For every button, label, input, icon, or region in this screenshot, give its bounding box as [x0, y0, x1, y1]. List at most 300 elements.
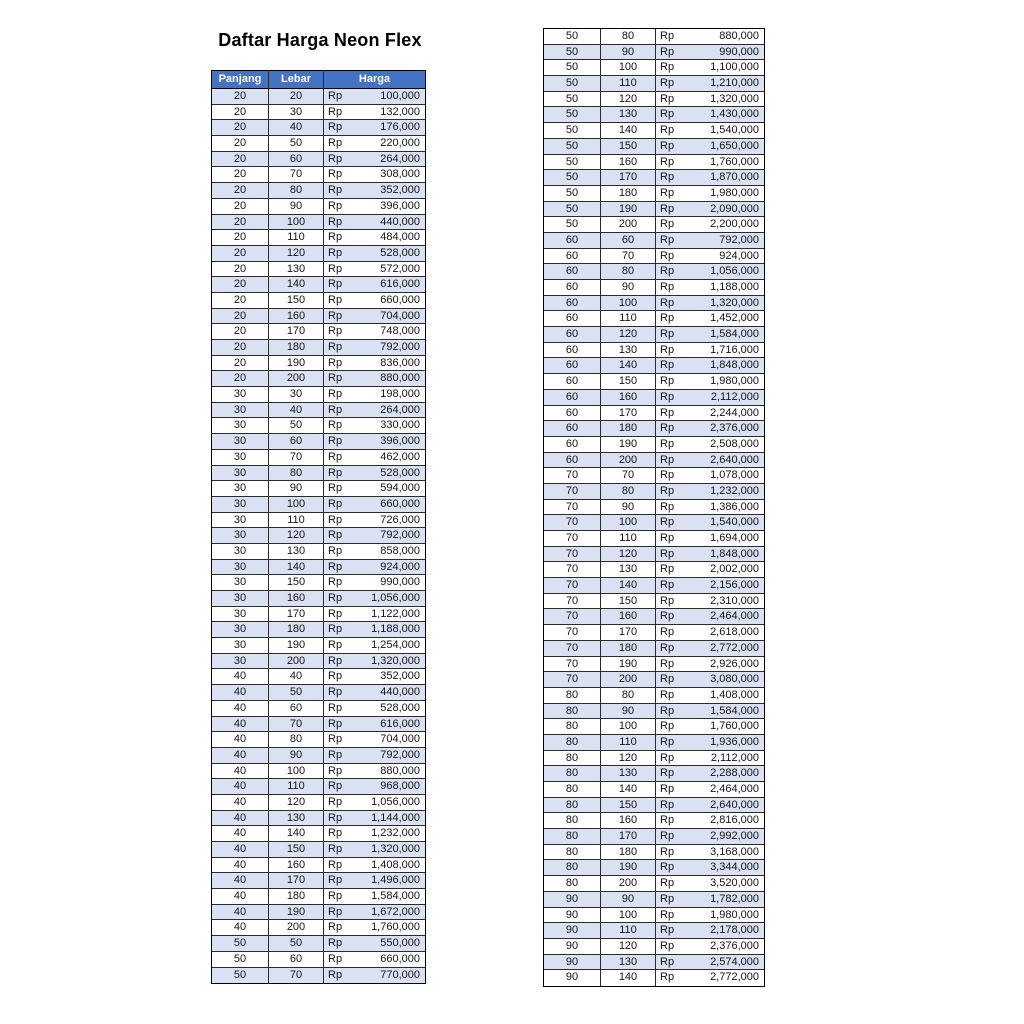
amount: 1,188,000 — [710, 281, 759, 293]
table-row — [212, 826, 425, 842]
currency-label: Rp — [328, 419, 343, 432]
currency-label: Rp — [660, 406, 675, 419]
table-row — [544, 641, 764, 657]
amount: 616,000 — [380, 278, 420, 291]
table-row — [212, 622, 425, 638]
cell-harga — [324, 873, 425, 888]
currency-label: Rp — [660, 108, 675, 121]
amount: 550,000 — [380, 937, 420, 950]
table-row — [212, 199, 425, 215]
cell-panjang: 90 — [544, 908, 601, 923]
cell-lebar: 190 — [269, 356, 324, 371]
currency-label: Rp — [660, 296, 675, 309]
table-row — [212, 309, 425, 325]
table-row — [544, 704, 764, 720]
cell-panjang: 60 — [544, 406, 601, 421]
cell-panjang: 40 — [212, 701, 269, 716]
cell-lebar: 70 — [601, 468, 656, 483]
cell-lebar: 140 — [269, 277, 324, 292]
cell-panjang: 70 — [544, 672, 601, 687]
table-row — [212, 497, 425, 513]
cell-lebar: 190 — [269, 905, 324, 920]
cell-panjang: 50 — [544, 92, 601, 107]
cell-panjang: 60 — [544, 327, 601, 342]
amount: 792,000 — [380, 529, 420, 542]
price-table-left — [211, 70, 426, 984]
amount: 2,640,000 — [710, 798, 759, 811]
cell-lebar: 130 — [269, 544, 324, 559]
cell-panjang: 20 — [212, 262, 269, 277]
cell-panjang: 40 — [212, 685, 269, 700]
cell-harga — [324, 371, 425, 386]
cell-harga — [656, 735, 764, 750]
cell-lebar: 140 — [601, 970, 656, 986]
currency-label: Rp — [328, 262, 343, 275]
table-row — [544, 813, 764, 829]
cell-harga — [656, 358, 764, 373]
cell-lebar: 150 — [601, 374, 656, 389]
currency-label: Rp — [328, 403, 343, 416]
header-panjang: Panjang — [212, 71, 269, 88]
cell-lebar: 50 — [269, 418, 324, 433]
cell-panjang: 20 — [212, 167, 269, 182]
amount: 990,000 — [719, 45, 759, 58]
cell-panjang: 60 — [544, 233, 601, 248]
table-row — [544, 76, 764, 92]
cell-lebar: 50 — [269, 136, 324, 151]
currency-label: Rp — [328, 733, 343, 746]
cell-harga — [656, 955, 764, 970]
cell-panjang: 50 — [544, 170, 601, 185]
currency-label: Rp — [660, 77, 675, 90]
currency-label: Rp — [328, 450, 343, 463]
table-row — [544, 719, 764, 735]
currency-label: Rp — [328, 278, 343, 291]
cell-lebar: 80 — [269, 732, 324, 747]
cell-lebar: 190 — [601, 860, 656, 875]
cell-harga — [324, 622, 425, 637]
cell-panjang: 60 — [544, 358, 601, 373]
cell-harga — [656, 908, 764, 923]
amount: 2,376,000 — [710, 939, 759, 952]
table-row — [544, 860, 764, 876]
cell-panjang: 20 — [212, 215, 269, 230]
amount: 2,464,000 — [710, 783, 759, 795]
currency-label: Rp — [328, 152, 343, 165]
cell-panjang: 40 — [212, 858, 269, 873]
cell-harga — [324, 607, 425, 622]
cell-harga — [324, 936, 425, 951]
cell-panjang: 40 — [212, 795, 269, 810]
currency-label: Rp — [660, 202, 675, 215]
currency-label: Rp — [660, 484, 675, 497]
cell-harga — [656, 704, 764, 719]
cell-harga — [656, 939, 764, 954]
currency-label: Rp — [660, 312, 675, 325]
currency-label: Rp — [328, 623, 343, 636]
cell-panjang: 70 — [544, 594, 601, 609]
amount: 1,584,000 — [710, 328, 759, 341]
cell-lebar: 90 — [269, 199, 324, 214]
table-row — [212, 528, 425, 544]
cell-panjang: 30 — [212, 607, 269, 622]
amount: 924,000 — [719, 249, 759, 262]
table-row — [212, 873, 425, 889]
cell-lebar: 160 — [601, 155, 656, 170]
cell-harga — [324, 920, 425, 935]
currency-label: Rp — [660, 171, 675, 184]
cell-lebar: 90 — [601, 280, 656, 295]
currency-label: Rp — [328, 309, 343, 322]
amount: 2,112,000 — [710, 751, 759, 764]
cell-panjang: 70 — [544, 500, 601, 515]
cell-lebar: 150 — [601, 594, 656, 609]
cell-lebar: 60 — [269, 952, 324, 967]
table-row — [212, 764, 425, 780]
currency-label: Rp — [328, 874, 343, 887]
cell-panjang: 60 — [544, 374, 601, 389]
table-row — [212, 105, 425, 121]
cell-lebar: 160 — [269, 591, 324, 606]
cell-lebar: 120 — [601, 547, 656, 562]
cell-lebar: 200 — [601, 453, 656, 468]
currency-label: Rp — [660, 92, 675, 105]
cell-harga — [656, 657, 764, 672]
amount: 792,000 — [380, 341, 420, 353]
amount: 132,000 — [380, 105, 420, 118]
currency-label: Rp — [328, 905, 343, 918]
cell-harga — [656, 327, 764, 342]
amount: 770,000 — [380, 968, 420, 981]
cell-panjang: 90 — [544, 955, 601, 970]
cell-panjang: 70 — [544, 657, 601, 672]
currency-label: Rp — [660, 767, 675, 780]
cell-lebar: 200 — [269, 920, 324, 935]
amount: 1,540,000 — [710, 124, 759, 137]
currency-label: Rp — [660, 657, 675, 670]
cell-harga — [324, 764, 425, 779]
currency-label: Rp — [328, 560, 343, 573]
amount: 660,000 — [380, 293, 420, 306]
amount: 220,000 — [380, 137, 420, 150]
cell-lebar: 140 — [269, 560, 324, 575]
cell-panjang: 60 — [544, 264, 601, 279]
cell-harga — [324, 262, 425, 277]
cell-lebar: 90 — [269, 748, 324, 763]
cell-lebar: 90 — [601, 45, 656, 60]
amount: 1,232,000 — [371, 827, 420, 840]
cell-harga — [656, 374, 764, 389]
currency-label: Rp — [660, 830, 675, 843]
cell-lebar: 90 — [601, 892, 656, 907]
amount: 308,000 — [380, 168, 420, 181]
cell-panjang: 40 — [212, 732, 269, 747]
currency-label: Rp — [328, 921, 343, 934]
amount: 396,000 — [380, 435, 420, 448]
table-row — [212, 466, 425, 482]
currency-label: Rp — [328, 168, 343, 181]
table-row — [544, 876, 764, 892]
amount: 2,926,000 — [710, 657, 759, 670]
cell-panjang: 70 — [544, 641, 601, 656]
table-row — [544, 311, 764, 327]
table-row — [212, 889, 425, 905]
cell-lebar: 70 — [601, 249, 656, 264]
currency-label: Rp — [328, 952, 343, 965]
amount: 2,640,000 — [710, 453, 759, 466]
amount: 880,000 — [380, 372, 420, 385]
cell-lebar: 130 — [269, 262, 324, 277]
cell-harga — [656, 468, 764, 483]
currency-label: Rp — [660, 281, 675, 293]
amount: 1,320,000 — [710, 296, 759, 309]
amount: 1,980,000 — [710, 908, 759, 921]
cell-harga — [324, 858, 425, 873]
cell-harga — [656, 437, 764, 452]
cell-harga — [656, 751, 764, 766]
cell-harga — [656, 123, 764, 138]
amount: 528,000 — [380, 701, 420, 714]
amount: 2,112,000 — [710, 390, 759, 403]
amount: 528,000 — [380, 246, 420, 259]
cell-harga — [656, 233, 764, 248]
cell-panjang: 80 — [544, 845, 601, 860]
cell-lebar: 160 — [601, 813, 656, 828]
table-row — [212, 685, 425, 701]
amount: 484,000 — [380, 231, 420, 244]
currency-label: Rp — [660, 783, 675, 795]
cell-panjang: 70 — [544, 609, 601, 624]
amount: 1,496,000 — [371, 874, 420, 887]
cell-lebar: 70 — [269, 717, 324, 732]
cell-lebar: 180 — [269, 340, 324, 355]
amount: 594,000 — [380, 482, 420, 495]
cell-panjang: 40 — [212, 811, 269, 826]
amount: 1,056,000 — [371, 795, 420, 808]
cell-lebar: 150 — [269, 575, 324, 590]
table-row — [212, 842, 425, 858]
amount: 748,000 — [380, 325, 420, 338]
table-row — [212, 403, 425, 419]
cell-lebar: 40 — [269, 403, 324, 418]
cell-harga — [324, 89, 425, 104]
cell-harga — [656, 406, 764, 421]
cell-lebar: 100 — [601, 296, 656, 311]
cell-harga — [324, 528, 425, 543]
amount: 2,574,000 — [710, 955, 759, 968]
cell-panjang: 50 — [544, 123, 601, 138]
amount: 880,000 — [380, 764, 420, 777]
table-row — [212, 183, 425, 199]
cell-harga — [324, 183, 425, 198]
cell-harga — [324, 481, 425, 496]
cell-panjang: 20 — [212, 89, 269, 104]
cell-lebar: 110 — [601, 311, 656, 326]
header-harga: Harga — [358, 73, 391, 85]
amount: 1,100,000 — [710, 61, 759, 74]
cell-panjang: 60 — [544, 280, 601, 295]
cell-lebar: 70 — [269, 167, 324, 182]
amount: 2,376,000 — [710, 422, 759, 435]
table-row — [212, 654, 425, 670]
currency-label: Rp — [660, 375, 675, 388]
cell-lebar: 200 — [601, 217, 656, 232]
currency-label: Rp — [660, 735, 675, 748]
amount: 1,782,000 — [710, 892, 759, 905]
amount: 1,188,000 — [371, 623, 420, 636]
amount: 3,168,000 — [710, 845, 759, 858]
cell-panjang: 40 — [212, 748, 269, 763]
amount: 1,694,000 — [710, 532, 759, 544]
table-row — [544, 453, 764, 469]
cell-lebar: 180 — [601, 641, 656, 656]
cell-harga — [656, 170, 764, 185]
currency-label: Rp — [660, 845, 675, 858]
cell-harga — [324, 120, 425, 135]
table-row — [544, 829, 764, 845]
currency-label: Rp — [660, 924, 675, 937]
amount: 616,000 — [380, 717, 420, 730]
table-header-row — [212, 71, 425, 89]
cell-panjang: 50 — [544, 29, 601, 44]
currency-label: Rp — [328, 90, 343, 102]
cell-panjang: 60 — [544, 311, 601, 326]
cell-harga — [324, 701, 425, 716]
currency-label: Rp — [328, 199, 343, 212]
currency-label: Rp — [328, 686, 343, 699]
amount: 1,078,000 — [710, 469, 759, 482]
cell-lebar: 110 — [601, 531, 656, 546]
cell-harga — [324, 575, 425, 590]
currency-label: Rp — [660, 720, 675, 733]
table-row — [212, 905, 425, 921]
table-row — [544, 531, 764, 547]
cell-panjang: 80 — [544, 704, 601, 719]
currency-label: Rp — [328, 748, 343, 761]
cell-lebar: 110 — [269, 230, 324, 245]
table-row — [544, 60, 764, 76]
cell-panjang: 20 — [212, 105, 269, 120]
amount: 836,000 — [380, 356, 420, 369]
table-row — [544, 892, 764, 908]
cell-lebar: 180 — [601, 845, 656, 860]
cell-panjang: 60 — [544, 437, 601, 452]
table-row — [212, 811, 425, 827]
amount: 1,144,000 — [371, 811, 420, 824]
amount: 1,232,000 — [710, 484, 759, 497]
cell-lebar: 100 — [601, 515, 656, 530]
cell-lebar: 30 — [269, 387, 324, 402]
currency-label: Rp — [660, 437, 675, 450]
cell-panjang: 20 — [212, 246, 269, 261]
cell-lebar: 120 — [601, 939, 656, 954]
cell-harga — [324, 952, 425, 967]
currency-label: Rp — [660, 939, 675, 952]
cell-panjang: 50 — [544, 45, 601, 60]
table-row — [212, 920, 425, 936]
cell-panjang: 90 — [544, 970, 601, 986]
cell-lebar: 100 — [269, 497, 324, 512]
amount: 330,000 — [380, 419, 420, 432]
table-body-left — [212, 89, 425, 983]
table-row — [212, 701, 425, 717]
cell-harga — [324, 669, 425, 684]
cell-lebar: 200 — [269, 654, 324, 669]
currency-label: Rp — [328, 137, 343, 150]
currency-label: Rp — [660, 814, 675, 827]
cell-harga — [324, 277, 425, 292]
currency-label: Rp — [328, 827, 343, 840]
cell-harga — [656, 264, 764, 279]
amount: 1,540,000 — [710, 516, 759, 529]
currency-label: Rp — [660, 45, 675, 58]
cell-harga — [324, 324, 425, 339]
amount: 440,000 — [380, 215, 420, 228]
cell-harga — [656, 547, 764, 562]
cell-lebar: 160 — [269, 309, 324, 324]
cell-harga — [656, 625, 764, 640]
cell-harga — [324, 167, 425, 182]
cell-harga — [656, 672, 764, 687]
cell-panjang: 80 — [544, 876, 601, 891]
table-row — [212, 591, 425, 607]
currency-label: Rp — [328, 482, 343, 495]
table-row — [212, 936, 425, 952]
currency-label: Rp — [660, 61, 675, 74]
cell-panjang: 50 — [544, 202, 601, 217]
table-row — [544, 107, 764, 123]
table-row — [544, 751, 764, 767]
cell-lebar: 110 — [601, 76, 656, 91]
amount: 2,002,000 — [710, 563, 759, 576]
table-row — [544, 139, 764, 155]
cell-panjang: 20 — [212, 356, 269, 371]
table-row — [544, 923, 764, 939]
cell-panjang: 30 — [212, 560, 269, 575]
amount: 1,122,000 — [371, 607, 420, 620]
currency-label: Rp — [660, 124, 675, 137]
amount: 264,000 — [380, 152, 420, 165]
table-row — [212, 669, 425, 685]
cell-panjang: 60 — [544, 343, 601, 358]
cell-panjang: 20 — [212, 120, 269, 135]
cell-panjang: 80 — [544, 719, 601, 734]
cell-harga — [656, 970, 764, 986]
cell-harga — [324, 309, 425, 324]
cell-harga — [656, 562, 764, 577]
table-row — [212, 293, 425, 309]
cell-panjang: 50 — [544, 155, 601, 170]
cell-lebar: 190 — [601, 202, 656, 217]
currency-label: Rp — [328, 890, 343, 903]
currency-label: Rp — [328, 780, 343, 793]
amount: 1,452,000 — [710, 312, 759, 325]
currency-label: Rp — [328, 811, 343, 824]
cell-lebar: 180 — [269, 622, 324, 637]
cell-harga — [656, 594, 764, 609]
cell-lebar: 150 — [269, 293, 324, 308]
amount: 176,000 — [380, 121, 420, 134]
cell-panjang: 70 — [544, 468, 601, 483]
currency-label: Rp — [660, 626, 675, 639]
table-row — [212, 356, 425, 372]
cell-panjang: 60 — [544, 453, 601, 468]
cell-panjang: 70 — [544, 625, 601, 640]
amount: 1,408,000 — [371, 858, 420, 871]
table-row — [544, 45, 764, 61]
cell-harga — [324, 403, 425, 418]
cell-lebar: 200 — [601, 876, 656, 891]
